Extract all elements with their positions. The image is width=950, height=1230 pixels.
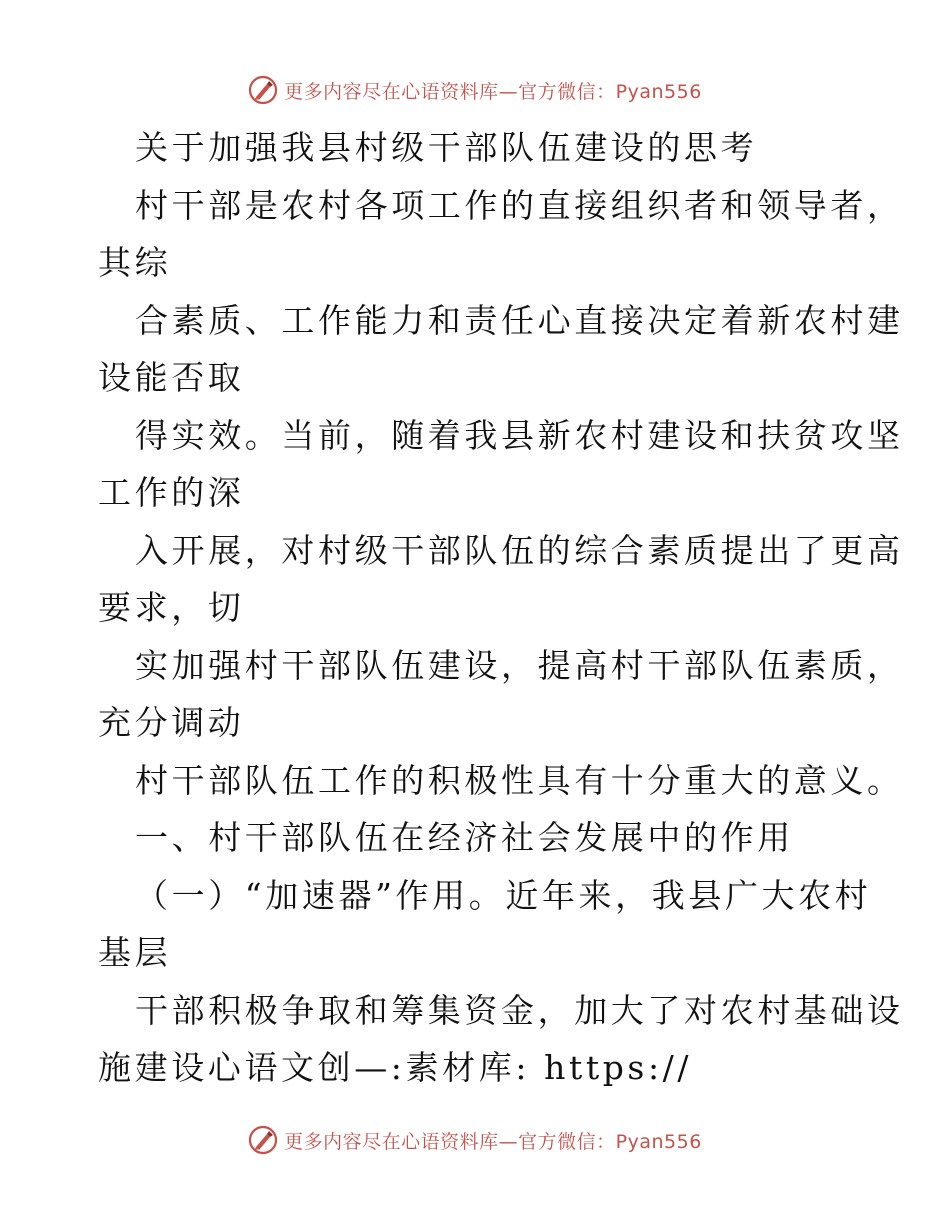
document-line: 实加强村干部队伍建设，提高村干部队伍素质， bbox=[135, 646, 904, 685]
document-line: 要求，切 bbox=[98, 588, 245, 627]
document-line: 其综 bbox=[98, 243, 172, 282]
header-watermark-banner bbox=[0, 72, 950, 108]
footer-watermark-banner bbox=[0, 1122, 950, 1158]
document-line: 干部积极争取和筹集资金，加大了对农村基础设 bbox=[135, 991, 904, 1030]
document-line: （一）“加速器”作用。近年来，我县广大农村 bbox=[135, 876, 872, 915]
footer-watermark-text: 更多内容尽在心语资料库—官方微信：Pyan556 bbox=[284, 1130, 702, 1153]
section-heading: 一、村干部队伍在经济社会发展中的作用 bbox=[135, 818, 794, 857]
document-line: 充分调动 bbox=[98, 703, 245, 742]
document-line: 村干部是农村各项工作的直接组织者和领导者， bbox=[135, 186, 904, 225]
header-watermark-text: 更多内容尽在心语资料库—官方微信：Pyan556 bbox=[284, 80, 702, 103]
document-line: 得实效。当前，随着我县新农村建设和扶贫攻坚 bbox=[135, 416, 904, 455]
document-line: 设能否取 bbox=[98, 358, 245, 397]
document-line: 入开展，对村级干部队伍的综合素质提出了更高 bbox=[135, 531, 904, 570]
document-line: 工作的深 bbox=[98, 473, 245, 512]
document-line: 施建设心语文创—:素材库: https:// bbox=[98, 1048, 693, 1087]
pen-logo-icon bbox=[248, 1125, 278, 1155]
pen-logo-icon bbox=[248, 75, 278, 105]
document-line: 基层 bbox=[98, 933, 172, 972]
document-title: 关于加强我县村级干部队伍建设的思考 bbox=[135, 128, 758, 167]
document-line: 村干部队伍工作的积极性具有十分重大的意义。 bbox=[135, 761, 904, 800]
document-line: 合素质、工作能力和责任心直接决定着新农村建 bbox=[135, 301, 904, 340]
